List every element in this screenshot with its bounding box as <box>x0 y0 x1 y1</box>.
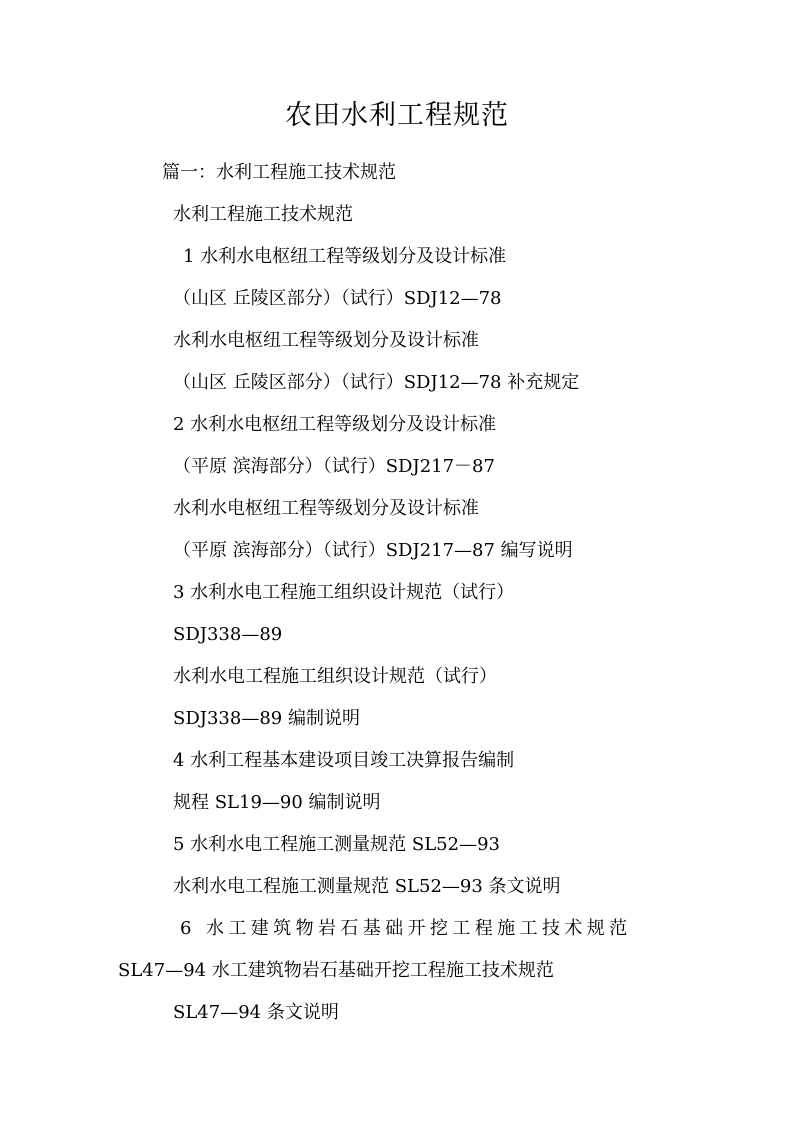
text-line: （平原 滨海部分）（试行）SDJ217—87 编写说明 <box>173 540 573 561</box>
text-line: 4 水利工程基本建设项目竣工决算报告编制 <box>173 750 515 771</box>
text-line: （平原 滨海部分）（试行）SDJ217－87 <box>173 456 495 477</box>
text-line: 2 水利水电枢纽工程等级划分及设计标准 <box>173 414 497 435</box>
text-line: （山区 丘陵区部分）（试行）SDJ12—78 <box>173 288 502 309</box>
text-line: 水利工程施工技术规范 <box>173 204 353 225</box>
text-line: SL47—94 条文说明 <box>173 1002 339 1023</box>
text-line: （山区 丘陵区部分）（试行）SDJ12—78 补充规定 <box>173 372 580 393</box>
text-line: SDJ338—89 编制说明 <box>173 708 360 729</box>
document-title: 农田水利工程规范 <box>285 100 509 131</box>
text-line: 5 水利水电工程施工测量规范 SL52—93 <box>173 834 500 855</box>
text-line: 水利水电枢纽工程等级划分及设计标准 <box>173 330 479 351</box>
text-line: 水利水电工程施工测量规范 SL52—93 条文说明 <box>173 876 561 897</box>
text-line: SDJ338—89 <box>173 624 283 645</box>
text-line: 水利水电工程施工组织设计规范（试行） <box>173 666 497 687</box>
text-line: 1 水利水电枢纽工程等级划分及设计标准 <box>183 246 507 267</box>
text-line: 6 水工建筑物岩石基础开挖工程施工技术规范 <box>180 918 632 939</box>
text-line: 水利水电枢纽工程等级划分及设计标准 <box>173 498 479 519</box>
text-line: 规程 SL19—90 编制说明 <box>173 792 381 813</box>
text-line: SL47—94 水工建筑物岩石基础开挖工程施工技术规范 <box>118 960 554 981</box>
text-line: 3 水利水电工程施工组织设计规范（试行） <box>173 582 515 603</box>
text-line: 篇一：水利工程施工技术规范 <box>162 162 396 183</box>
